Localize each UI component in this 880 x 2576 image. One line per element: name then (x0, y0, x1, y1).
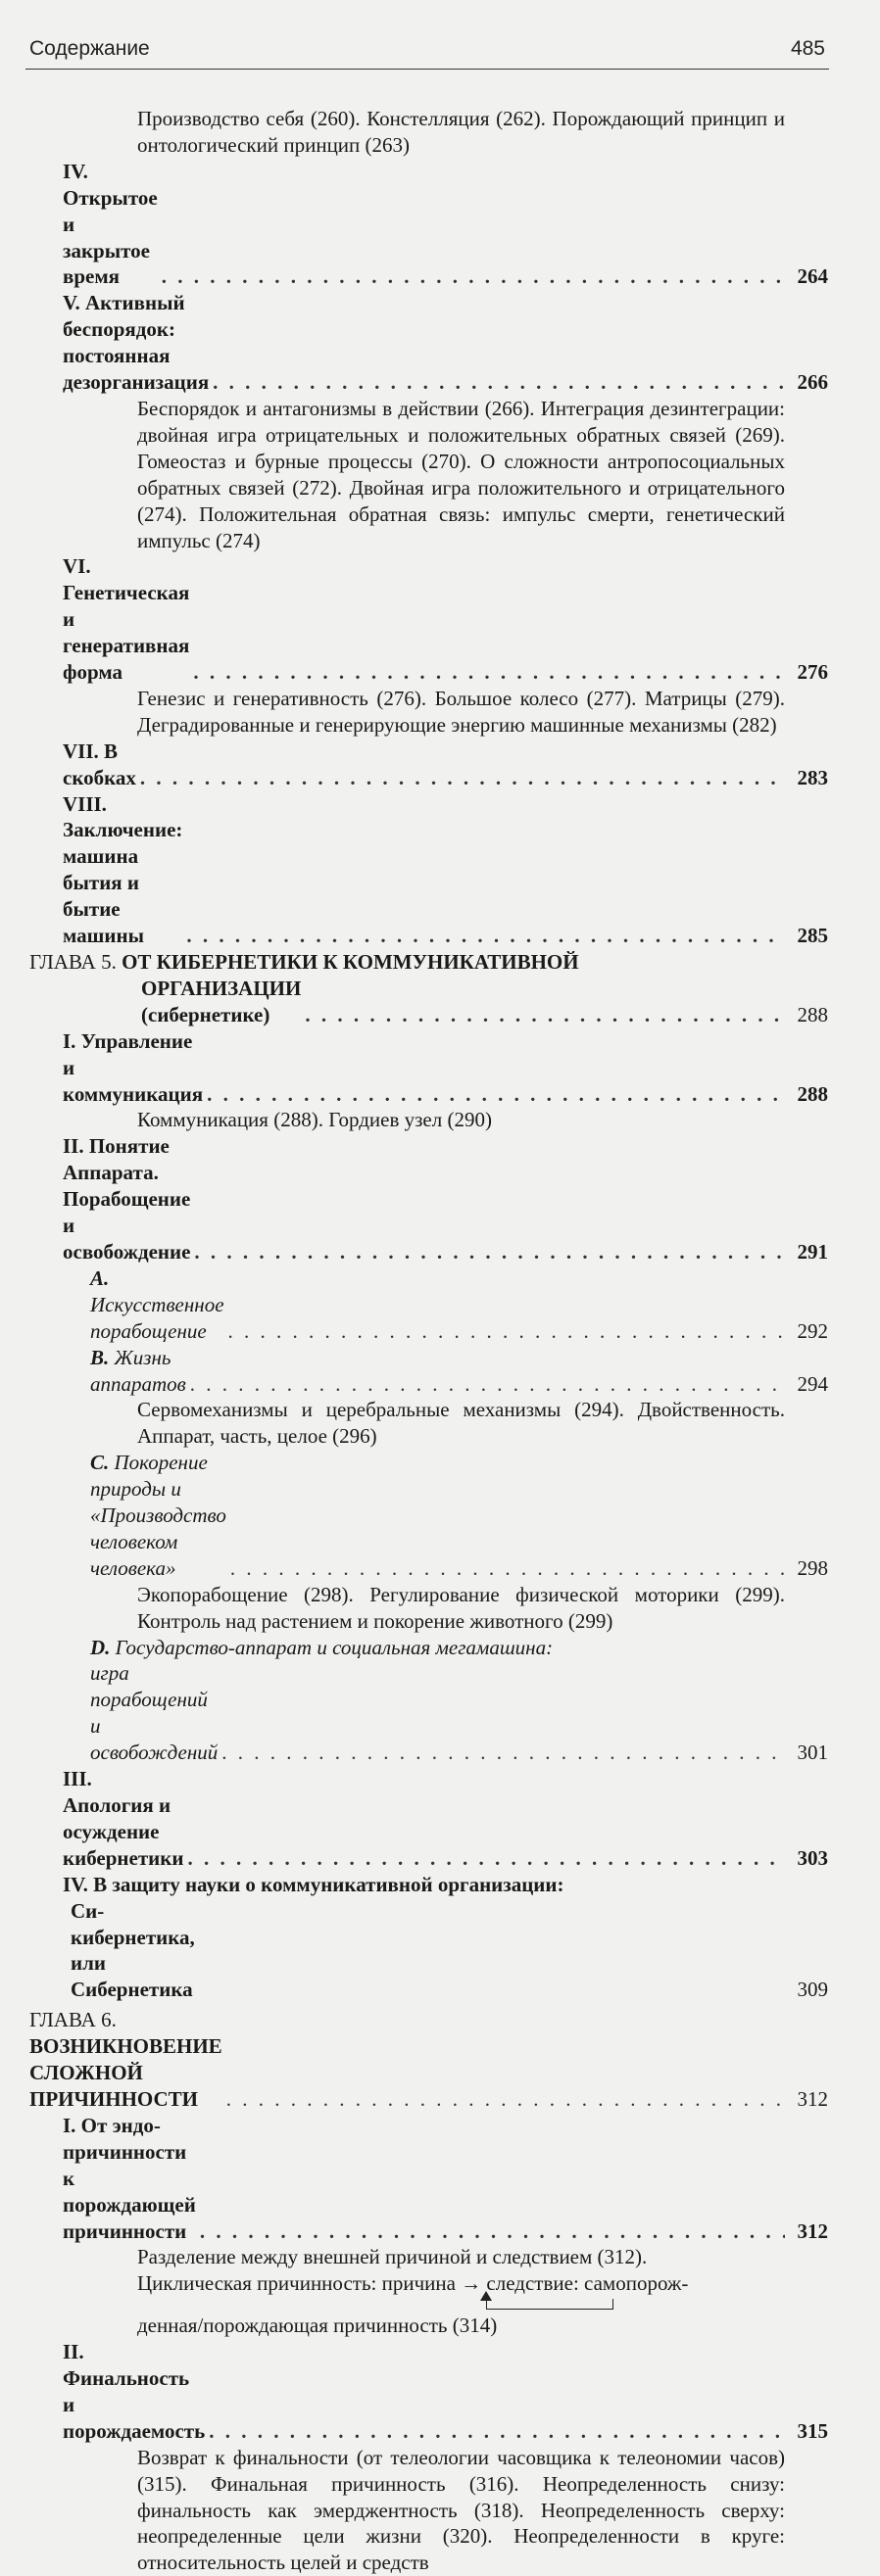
toc-entry: V. Активный беспорядок: постоянная дезорганизация . . . 266 (29, 290, 828, 396)
toc-entry: VI. Генетическая и генеративная форма . . . 276 (29, 553, 828, 686)
running-title: Содержание (29, 37, 150, 60)
toc-entry: I. Управление и коммуникация . . . 288 (29, 1028, 828, 1108)
toc-letter: D. (90, 1635, 111, 1659)
chapter-prefix: ГЛАВА 5. (29, 950, 122, 974)
feedback-loop-arrow (137, 2297, 828, 2313)
toc-page: 285 (797, 924, 828, 948)
toc-description: Коммуникация (288). Гордиев узел (290) (137, 1108, 492, 1132)
leader-dots (209, 2418, 785, 2445)
toc-description: Сервомеханизмы и церебральные механизмы (294). Двойственность. Аппарат, часть, целое (296) (137, 1398, 785, 1449)
toc-page: 298 (797, 1555, 828, 1580)
toc-page: 291 (797, 1239, 828, 1264)
chapter-title-line: ОТ КИБЕРНЕТИКИ К КОММУНИКАТИВНОЙ (122, 950, 579, 974)
header-rule (25, 69, 829, 70)
toc-description: Генезис и генеративность (276). Большое колесо (277). Матрицы (279). Деградированные и генерирующие энергию машинные механизмы (282) (137, 686, 785, 737)
toc-description: Возврат к финальности (от телеологии часовщика к телеономии часов) (315). Финальная причинность (316). Неопределенность снизу: финальность как эмерджентность (318). Неопределенность сверху: неопределенные цели жизни (320). Неопределенности в круге: относительность целей и средств (137, 2445, 785, 2575)
table-of-contents (29, 106, 828, 2576)
loop-bracket (486, 2299, 613, 2310)
toc-page: 309 (797, 1978, 828, 2002)
toc-description: Экопорабощение (298). Регулирование физической моторики (299). Контроль над растением и покорение животного (299) (137, 1582, 785, 1633)
leader-dots (207, 1081, 785, 1108)
leader-dots (200, 2218, 785, 2245)
leader-dots (226, 2086, 785, 2113)
toc-description: Производство себя (260). Констелляция (262). Порождающий принцип и онтологический принцип (263) (137, 107, 785, 157)
leader-dots (194, 1239, 785, 1265)
toc-entry: II. Понятие Аппарата. Порабощение и освобождение . . . 291 (29, 1133, 828, 1265)
leader-dots (221, 1740, 785, 1766)
toc-entry: II. Финальность и порождаемость . . . 315 (29, 2339, 828, 2445)
toc-page: 264 (797, 264, 828, 289)
toc-entry: игра порабощений и освобождений . . . 301 (29, 1660, 828, 1766)
leader-dots (162, 263, 785, 290)
toc-letter: A. (90, 1265, 110, 1290)
toc-entry: B. Жизнь аппаратов . . . 294 (29, 1345, 828, 1398)
chapter-title-line: ОРГАНИЗАЦИИ (сибернетике) (141, 976, 302, 1026)
chapter-prefix: ГЛАВА 6. (29, 2008, 117, 2032)
toc-entry: Си-кибернетика, или Сибернетика 309 (71, 1898, 828, 2002)
toc-page: 292 (797, 1318, 828, 1343)
toc-page: 312 (797, 2218, 828, 2243)
toc-entry: III. Апология и осуждение кибернетики . . . 303 (29, 1766, 828, 1872)
toc-page: 312 (797, 2086, 828, 2111)
toc-page: 266 (797, 370, 828, 395)
chapter-heading (29, 2007, 828, 2113)
toc-page: 315 (797, 2418, 828, 2443)
leader-dots (193, 659, 785, 686)
toc-entry: IV. Открытое и закрытое время . . . 264 (29, 159, 828, 291)
toc-page: 301 (797, 1741, 828, 1765)
chapter-heading (29, 949, 828, 976)
toc-description: Циклическая причинность: причина → следствие: самопорож- (137, 2271, 689, 2296)
toc-page: 283 (797, 765, 828, 789)
toc-entry-line: IV. В защиту науки о коммуникативной организации: (63, 1872, 564, 1896)
toc-entry: A. Искусственное порабощение . . . 292 (29, 1265, 828, 1345)
toc-entry: VII. В скобках . . . 283 (29, 739, 828, 791)
leader-dots (228, 1318, 785, 1345)
toc-description: Беспорядок и антагонизмы в действии (266). Интеграция дезинтеграции: двойная игра отрицательных и положительных обратных связей (269). Гомеостаз и бурные процессы (270). О сложности антропосоциальных обратных связей (272). Двойная игра положительного и отрицательного (274). Положительная обратная связь: импульс смерти, генетический импульс (274) (137, 396, 785, 552)
toc-page: 288 (797, 1002, 828, 1026)
toc-entry-line: D. Государство-аппарат и социальная мегамашина: (90, 1635, 554, 1659)
leader-dots (187, 1845, 785, 1872)
toc-description: денная/порождающая причинность (314) (137, 2314, 498, 2338)
leader-dots (230, 1555, 785, 1582)
leader-dots (305, 1002, 785, 1028)
chapter-title-line: ВОЗНИКНОВЕНИЕ СЛОЖНОЙ ПРИЧИННОСТИ (29, 2034, 222, 2111)
toc-entry: I. От эндо-причинности к порождающей причинности . . . 312 (29, 2113, 828, 2245)
page-number: 485 (790, 37, 825, 60)
toc-page: 294 (797, 1371, 828, 1396)
toc-letter: B. (90, 1345, 110, 1369)
running-header (0, 0, 880, 69)
toc-entry: VIII. Заключение: машина бытия и бытие машины . . . 285 (29, 791, 828, 949)
leader-dots (213, 369, 785, 396)
toc-letter: C. (90, 1451, 110, 1475)
toc-page: 288 (797, 1081, 828, 1106)
toc-page: 276 (797, 660, 828, 685)
toc-entry: C. Покорение природы и «Производство человеком человека» . . . 298 (29, 1450, 828, 1582)
leader-dots (140, 765, 785, 791)
leader-dots (186, 923, 785, 949)
toc-description: Разделение между внешней причиной и следствием (312). (137, 2245, 648, 2269)
toc-entry (29, 976, 828, 1028)
leader-dots (190, 1371, 785, 1398)
toc-page: 303 (797, 1845, 828, 1870)
